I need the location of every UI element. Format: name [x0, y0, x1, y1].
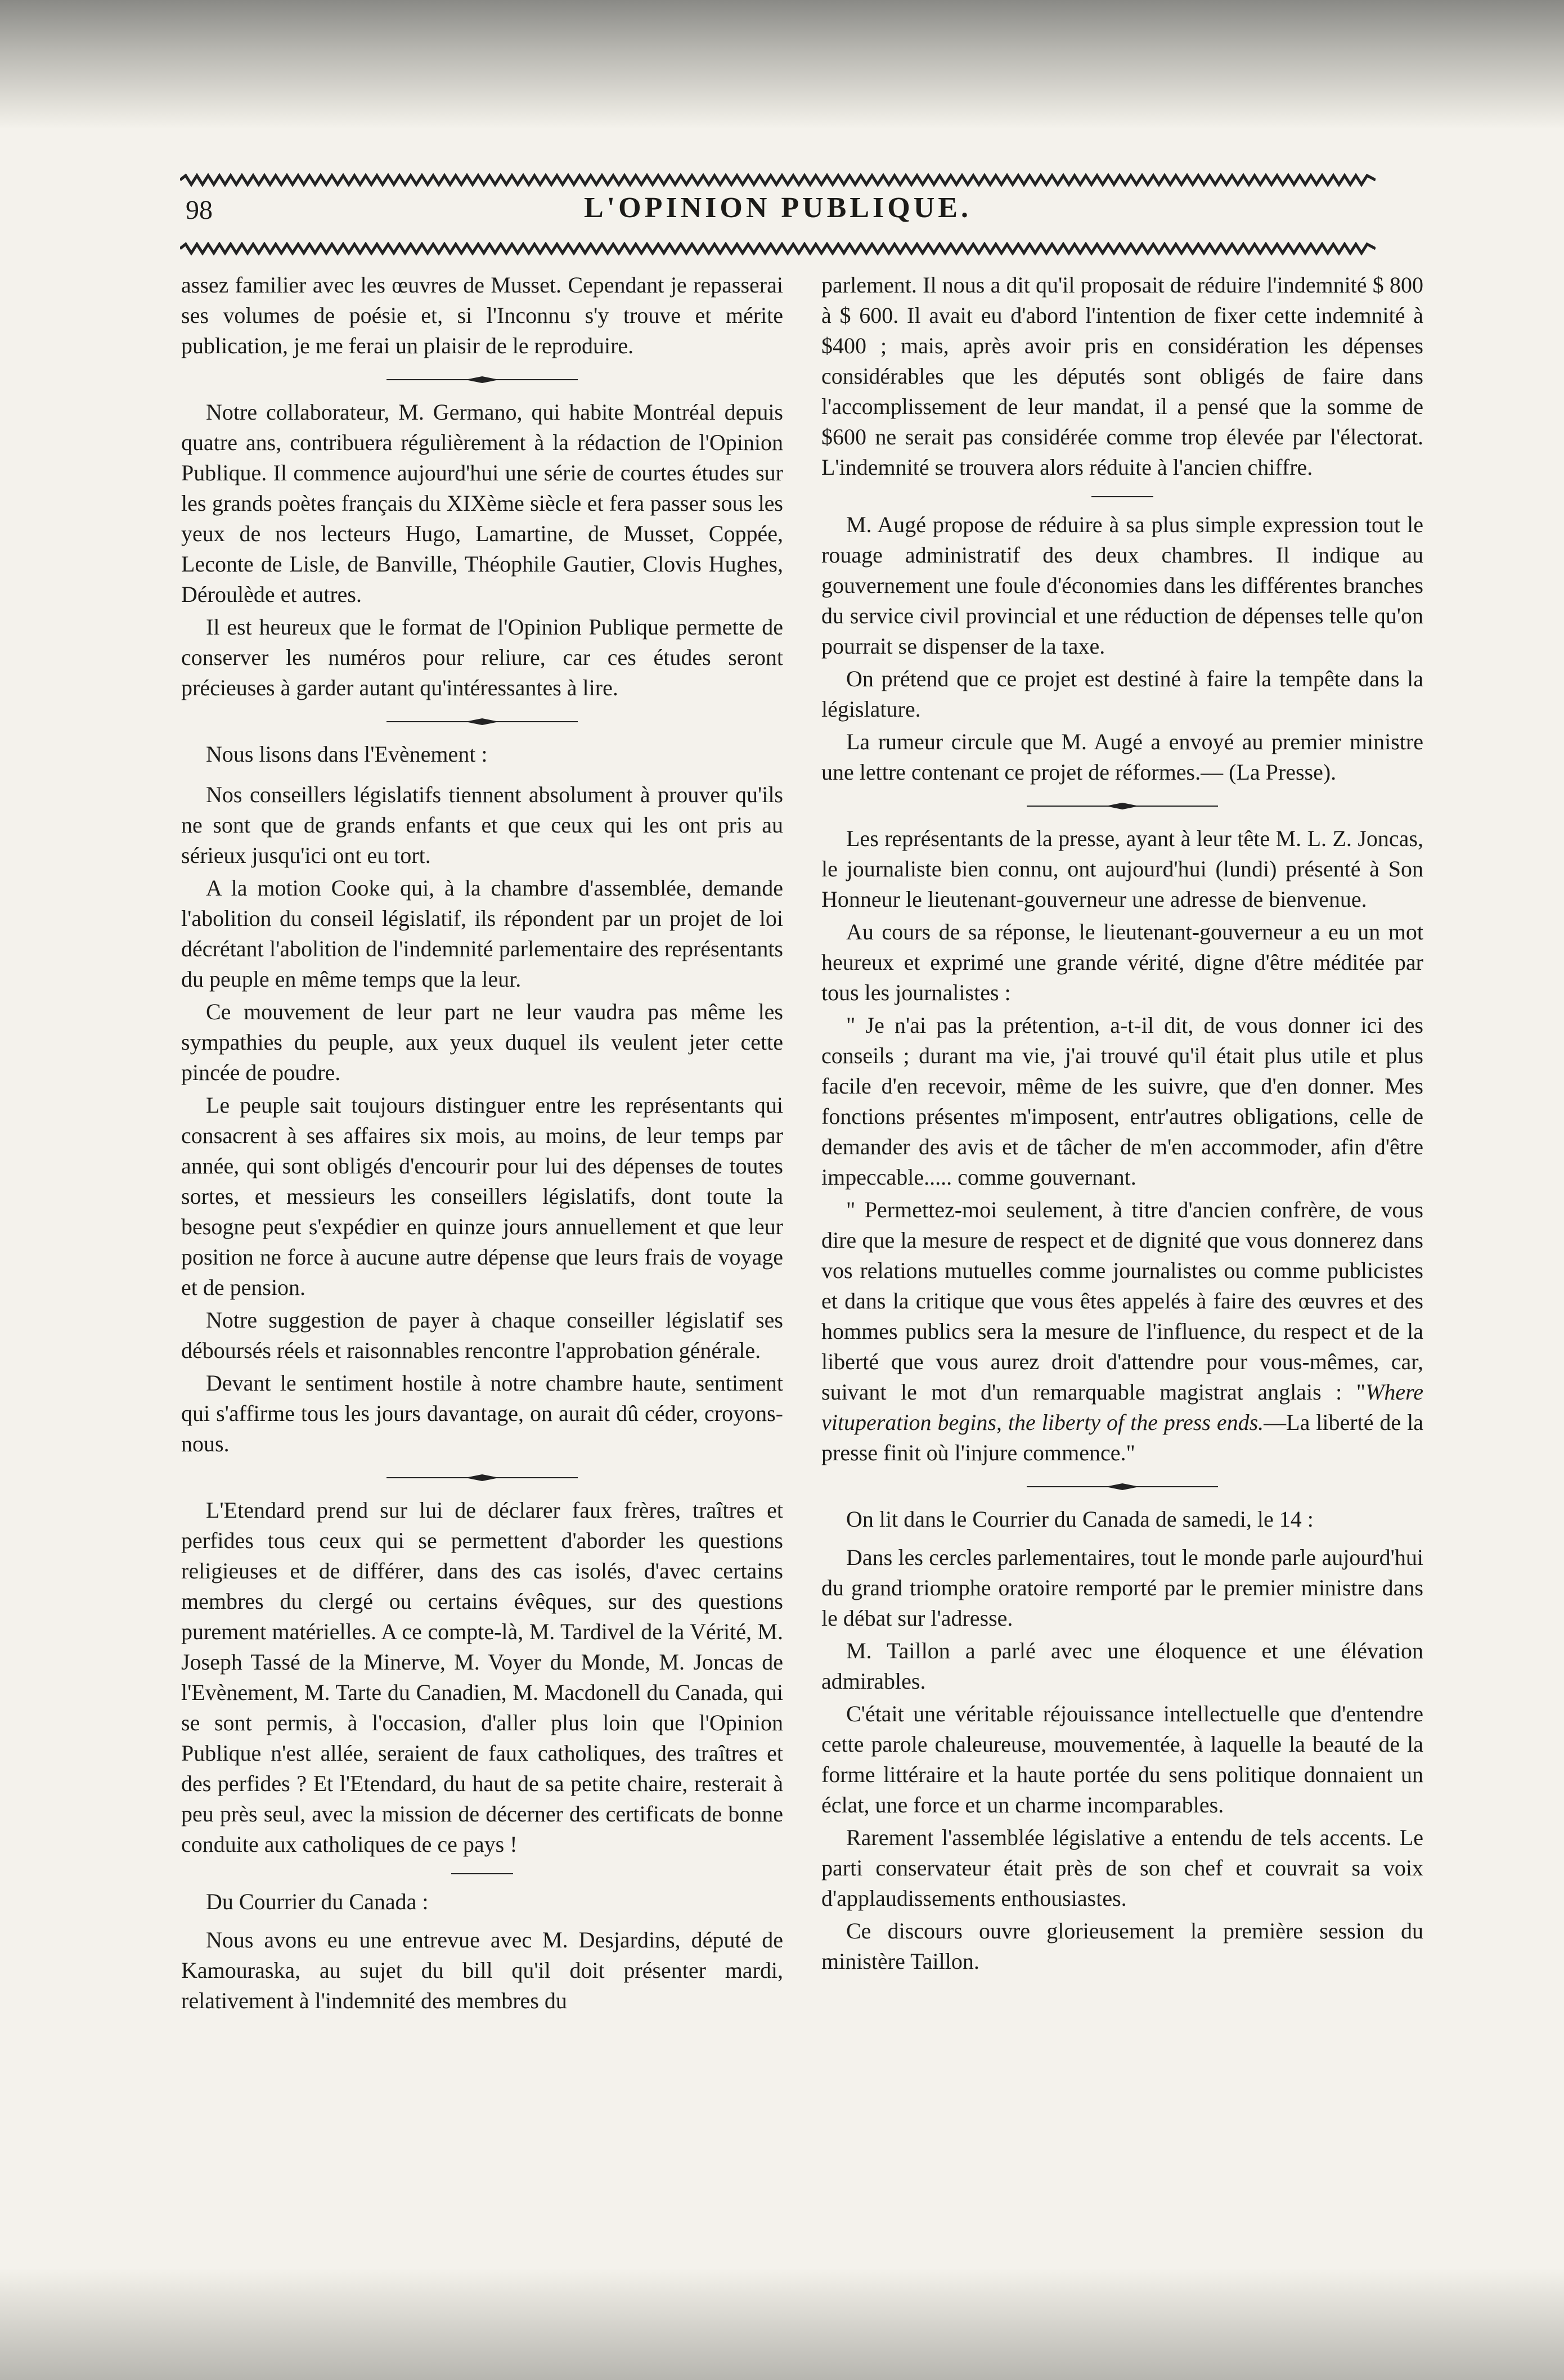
section-divider	[386, 1474, 578, 1482]
paragraph: Notre suggestion de payer à chaque conseiller législatif ses déboursés réels et raisonnables rencontre l'approbation générale.	[181, 1307, 783, 1363]
quote-intro: On lit dans le Courrier du Canada de samedi, le 14 :	[846, 1506, 1314, 1532]
paragraph: M. Augé propose de réduire à sa plus simple expression tout le rouage administratif des deux chambres. Il indique au gouvernement une foule d'économies dans les différentes branches du service civil provincial et une réduction de dépenses telle qu'on pourrait se dispenser de la taxe.	[821, 512, 1423, 659]
paragraph: Rarement l'assemblée législative a entendu de tels accents. Le parti conservateur était près de son chef et couvrait sa voix d'applaudissements enthousiastes.	[821, 1825, 1423, 1911]
paragraph: Il est heureux que le format de l'Opinion Publique permette de conserver les numéros pour reliure, car ces études seront précieuses à garder autant qu'intéressantes à lire.	[181, 614, 783, 700]
left-column	[181, 270, 783, 2273]
paragraph: L'Etendard prend sur lui de déclarer faux frères, traîtres et perfides tous ceux qui se permettent d'aborder les questions religieuses et de différer, dans des cas isolés, d'avec certains membres du clergé ou certains évêques, sur des questions purement matérielles. A ce compte-là, M. Tardivel de la Vérité, M. Joseph Tassé de la Minerve, M. Voyer du Monde, M. Joncas de l'Evènement, M. Tarte du Canadien, M. Macdonell du Canada, qui se sont permis, à l'occasion, d'aller plus loin que l'Opinion Publique n'est allée, seraient de faux catholiques, des traîtres et des perfides ? Et l'Etendard, du haut de sa petite chaire, resterait à peu près seul, avec la mission de décerner des certificats de bonne conduite aux catholiques de ce pays !	[181, 1497, 783, 1857]
paragraph: assez familier avec les œuvres de Musset. Cependant je repasserai ses volumes de poésie et, si l'Inconnu s'y trouve et mérite publication, je me ferai un plaisir de le reproduire.	[181, 272, 783, 358]
quote-intro: Du Courrier du Canada :	[206, 1889, 429, 1914]
section-divider	[1027, 802, 1218, 810]
section-divider	[1027, 1483, 1218, 1491]
bottom-ornament-rule	[180, 242, 1376, 255]
paragraph: parlement. Il nous a dit qu'il proposait de réduire l'indemnité $ 800 à $ 600. Il avait eu d'abord l'intention de fixer cette indemnité à $400 ; mais, après avoir pris en considération les dépenses considérables que les députés sont obligés de faire dans l'accomplissement de leur mandat, il a pensé que la somme de $600 ne serait pas considérée comme trop élevée par l'électorat. L'indemnité se trouvera alors réduite à l'ancien chiffre.	[821, 272, 1423, 480]
paragraph: Ce discours ouvre glorieusement la première session du ministère Taillon.	[821, 1918, 1423, 1974]
short-rule	[451, 1873, 513, 1874]
paragraph: M. Taillon a parlé avec une éloquence et une élévation admirables.	[821, 1638, 1423, 1694]
paragraph: Le peuple sait toujours distinguer entre les représentants qui consacrent à ses affaires six mois, au moins, de leur temps par année, qui sont obligés d'encourir pour lui des dépenses de toutes sortes, et messieurs les conseillers législatifs, dont toute la besogne peut s'expédier en quinze jours annuellement et que leur position ne force à aucune autre dépense que leurs frais de voyage et de pension.	[181, 1092, 783, 1300]
paragraph: Notre collaborateur, M. Germano, qui habite Montréal depuis quatre ans, contribuera régulièrement à la rédaction de l'Opinion Publique. Il commence aujourd'hui une série de courtes études sur les grands poètes français du XIXème siècle et fera passer sous les yeux de nos lecteurs Hugo, Lamartine, de Musset, Coppée, Leconte de Lisle, de Banville, Théophile Gautier, Clovis Hughes, Déroulède et autres.	[181, 399, 783, 607]
quote-intro: Nous lisons dans l'Evènement :	[206, 741, 488, 767]
paragraph: A la motion Cooke qui, à la chambre d'assemblée, demande l'abolition du conseil législatif, ils répondent par un projet de loi décrétant l'abolition de l'indemnité parlementaire des représentants du peuple en même temps que la leur.	[181, 875, 783, 992]
page-header	[180, 191, 1376, 236]
short-rule	[1091, 496, 1153, 497]
english-maxim: Where vituperation begins, the liberty of the press ends.	[821, 1379, 1423, 1435]
paragraph: Ce mouvement de leur part ne leur vaudra pas même les sympathies du peuple, aux yeux duquel ils veulent jeter cette pincée de poudre.	[181, 999, 783, 1085]
scan-shadow-bottom	[0, 2267, 1564, 2380]
section-divider	[386, 376, 578, 384]
paragraph: Devant le sentiment hostile à notre chambre haute, sentiment qui s'affirme tous les jours davantage, on aurait dû céder, croyons-nous.	[181, 1370, 783, 1456]
paragraph: On prétend que ce projet est destiné à faire la tempête dans la législature.	[821, 666, 1423, 722]
right-column	[821, 270, 1423, 2273]
page-number: 98	[186, 195, 213, 225]
paragraph: Les représentants de la presse, ayant à leur tête M. L. Z. Joncas, le journaliste bien connu, ont aujourd'hui (lundi) présenté à Son Honneur le lieutenant-gouverneur une adresse de bienvenue.	[821, 826, 1423, 912]
top-ornament-rule	[180, 173, 1376, 187]
paragraph: Au cours de sa réponse, le lieutenant-gouverneur a eu un mot heureux et exprimé une grande vérité, digne d'être méditée par tous les journalistes :	[821, 919, 1423, 1005]
paragraph: Nos conseillers législatifs tiennent absolument à prouver qu'ils ne sont que de grands enfants et que ceux qui les ont pris au sérieux jusqu'ici ont eu tort.	[181, 782, 783, 868]
paragraph: Dans les cercles parlementaires, tout le monde parle aujourd'hui du grand triomphe oratoire remporté par le premier ministre dans le débat sur l'adresse.	[821, 1545, 1423, 1631]
paragraph: C'était une véritable réjouissance intellectuelle que d'entendre cette parole chaleureuse, mouvementée, à laquelle la beauté de la forme littéraire et la haute portée du sens politique donnaient un éclat, une force et un charme incomparables.	[821, 1701, 1423, 1817]
scan-shadow-top	[0, 0, 1564, 129]
quote-translation: —La liberté de la presse finit où l'injure commence."	[821, 1410, 1423, 1465]
paragraph: Nous avons eu une entrevue avec M. Desjardins, député de Kamouraska, au sujet du bill qu'il doit présenter mardi, relativement à l'indemnité des membres du	[181, 1927, 783, 2013]
quote-text: " Permettez-moi seulement, à titre d'ancien confrère, de vous dire que la mesure de respect et de dignité que vous donnerez dans vos relations mutuelles comme journalistes ou comme publicistes et dans la critique que vous êtes appelés à faire des œuvres et des hommes publics sera la mesure de l'influence, du respect et de la liberté que vous aurez droit d'attendre pour vous-mêmes, car, suivant le mot d'un remarquable magistrat anglais : "	[821, 1197, 1423, 1405]
section-divider	[386, 718, 578, 726]
paragraph	[821, 1195, 1423, 1468]
paragraph: " Je n'ai pas la prétention, a-t-il dit, de vous donner ici des conseils ; durant ma vie, j'ai trouvé qu'il était plus utile et plus facile d'en recevoir, même de les suivre, que d'en donner. Mes fonctions présentes m'imposent, entr'autres obligations, celle de demander des avis et de tâcher de m'en accommoder, afin d'être impeccable..... comme gouvernant.	[821, 1013, 1423, 1190]
paragraph: La rumeur circule que M. Augé a envoyé au premier ministre une lettre contenant ce projet de réformes.— (La Presse).	[821, 729, 1423, 785]
masthead-title: L'OPINION PUBLIQUE.	[584, 192, 972, 224]
